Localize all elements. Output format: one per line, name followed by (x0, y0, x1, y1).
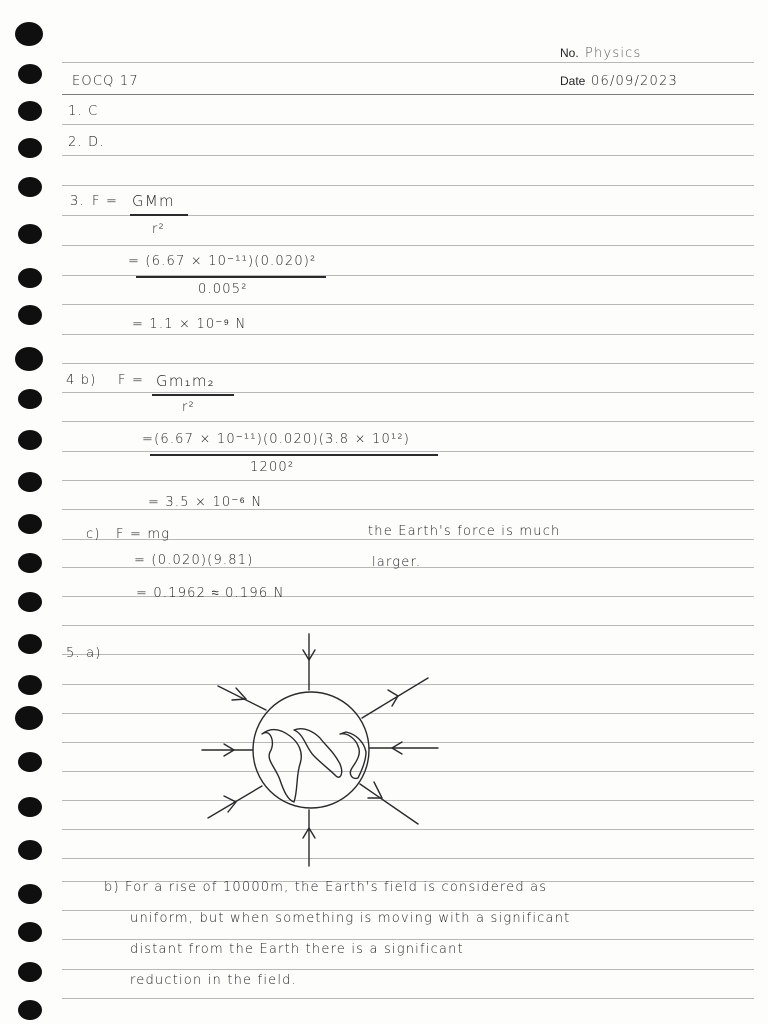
answer-q2: 2. D. (68, 135, 105, 150)
q4c-comment-line1: the Earth's force is much (368, 524, 561, 539)
q5a-label: 5. a) (66, 646, 102, 661)
q5b-line1: b) For a rise of 10000m, the Earth's field is considered as (104, 880, 548, 895)
field-arrow-icon (224, 796, 236, 812)
q3-result: = 1.1 × 10⁻⁹ N (132, 317, 247, 332)
q3-label: 3. (70, 194, 85, 209)
q4c-line2: = (0.020)(9.81) (134, 553, 254, 568)
no-value: Physics (585, 46, 642, 61)
field-arrow-icon (368, 782, 382, 798)
answer-q1: 1. C (68, 104, 99, 119)
q4c-label: c) (86, 527, 101, 542)
q4b-substitution-denominator: 1200² (250, 460, 295, 475)
q4b-label: 4 b) (66, 373, 97, 388)
continent-americas (262, 730, 301, 802)
q4c-line3: = 0.1962 ≈ 0.196 N (136, 586, 285, 601)
field-line-lower-right (360, 784, 418, 824)
q3-substitution-numerator: = (6.67 × 10⁻¹¹)(0.020)² (128, 254, 317, 269)
q4b-formula-denominator: r² (182, 400, 195, 415)
date-value: 06/09/2023 (591, 74, 678, 89)
q4b-formula-lhs: F = (118, 373, 145, 388)
field-line-upper-left (218, 686, 266, 710)
q3-formula-numerator: GMm (132, 192, 175, 210)
q4c-comment-line2: larger. (372, 555, 422, 570)
field-line-upper-right (362, 678, 428, 718)
q4b-result: = 3.5 × 10⁻⁶ N (148, 495, 263, 510)
q3-formula-denominator: r² (152, 222, 165, 237)
no-label: No. (560, 46, 579, 60)
q3-formula-lhs: F = (92, 194, 119, 209)
date-label: Date (560, 74, 586, 88)
q5b-line3: distant from the Earth there is a significant (130, 942, 464, 957)
q3-substitution-denominator: 0.005² (198, 282, 248, 297)
q5b-line2: uniform, but when something is moving with a significant (130, 911, 571, 926)
q4b-formula-numerator: Gm₁m₂ (156, 372, 215, 390)
q5b-line4: reduction in the field. (130, 973, 297, 988)
q4c-line1: F = mg (116, 527, 171, 542)
q4b-substitution-numerator: =(6.67 × 10⁻¹¹)(0.020)(3.8 × 10¹²) (142, 432, 411, 447)
continent-asia (340, 732, 366, 778)
page-title: EOCQ 17 (72, 74, 139, 89)
field-arrow-icon (388, 690, 398, 706)
